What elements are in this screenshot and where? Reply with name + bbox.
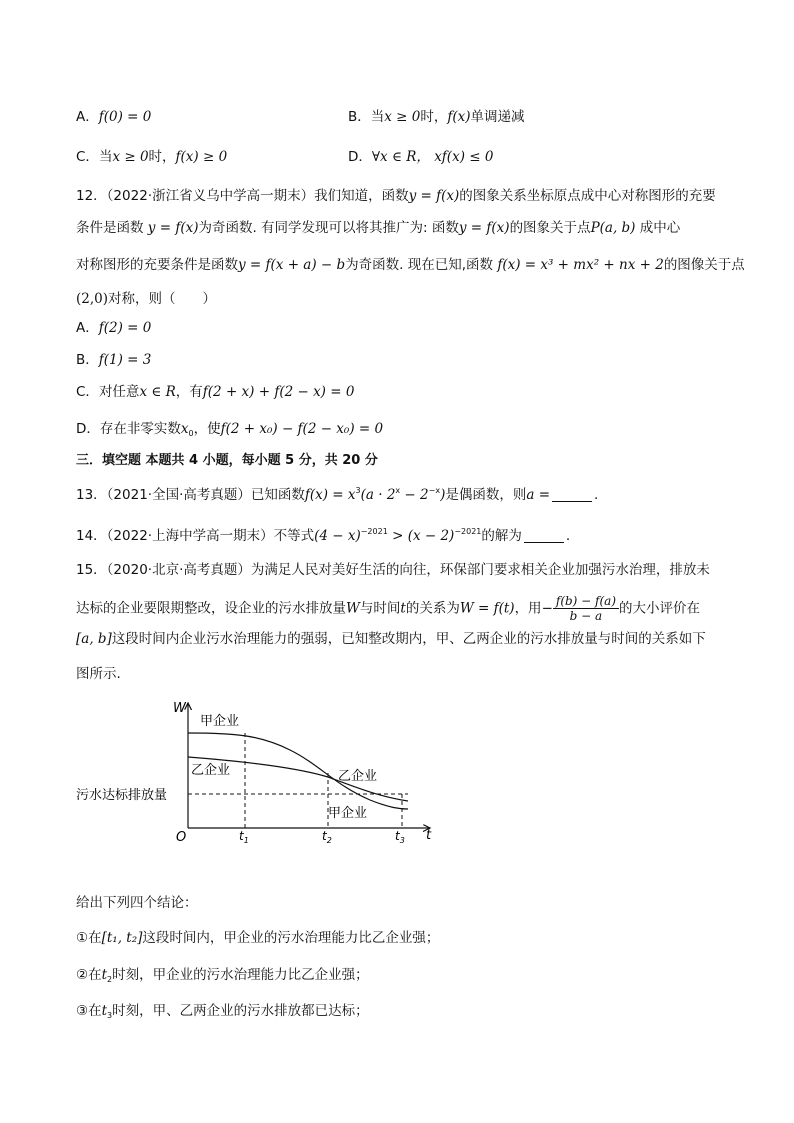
text: 13．（2021·全国·高考真题）已知函数 <box>76 487 305 503</box>
q15-line-4: 图所示. <box>76 666 121 682</box>
option-letter: A． <box>76 320 99 336</box>
label-jia-bottom: 甲企业 <box>328 806 368 821</box>
text: 这段时间内企业污水治理能力的强弱，已知整改期内，甲、乙两企业的污水排放量与时间的关系如下 <box>111 631 706 647</box>
text: 为奇函数. 现在已知,函数 <box>345 257 494 273</box>
math-expression: x <box>180 421 189 437</box>
q11-option-a <box>76 107 151 127</box>
text: 的图象关系坐标原点成中心对称图形的充要 <box>459 188 716 204</box>
t2-label <box>322 829 332 845</box>
superscript: −2021 <box>360 527 388 536</box>
t-axis-label: t <box>426 828 432 843</box>
q14 <box>76 522 570 546</box>
label-yi-left: 乙企业 <box>191 763 231 778</box>
text: 这段时间内，甲企业的污水治理能力比乙企业强； <box>142 930 440 946</box>
math-expression: (2,0) <box>76 291 109 307</box>
q12-option-d <box>76 419 383 444</box>
math-expression: − 2 <box>400 487 429 503</box>
math-expression: f(2 + x₀) − f(2 − x₀) = 0 <box>220 421 384 437</box>
text: 是偶函数，则 <box>445 487 527 503</box>
t2-subscript: 2 <box>326 836 332 845</box>
q12-line-3 <box>76 255 745 275</box>
text: 对称，则（ ） <box>108 291 217 307</box>
t3-letter: t <box>395 829 400 843</box>
text: 12．（2022·浙江省义乌中学高一期末）我们知道，函数 <box>76 188 409 204</box>
math-expression: y = f(x) <box>458 220 510 236</box>
text: ②在 <box>76 967 102 983</box>
math-expression: y = f(x) <box>408 188 460 204</box>
q15-line-1: 15．（2020·北京·高考真题）为满足人民对美好生活的向往，环保部门要求相关企业加强污水治理，排放未 <box>76 562 710 578</box>
text: 与时间 <box>359 600 401 617</box>
superscript: −x <box>428 486 441 495</box>
fraction-denominator: b − a <box>569 609 603 623</box>
text: 当 <box>370 109 385 125</box>
w-axis-label: W <box>173 701 186 716</box>
text: 单调递减 <box>470 109 525 125</box>
math-expression: t <box>101 967 108 983</box>
fraction <box>553 594 619 623</box>
text: 时刻，甲、乙两企业的污水排放都已达标； <box>112 1003 369 1019</box>
t1-letter: t <box>239 829 244 843</box>
text: 时， <box>148 149 176 165</box>
math-expression: y = f(x + a) − b <box>238 257 346 273</box>
math-expression: [t₁, t₂] <box>101 930 143 946</box>
math-expression: y = f(x) <box>147 220 199 236</box>
math-expression: x ≥ 0 <box>112 149 149 165</box>
text: 当 <box>98 149 113 165</box>
t2-letter: t <box>322 829 327 843</box>
math-expression: f(x) = x³ + mx² + nx + 2 <box>497 257 664 273</box>
math-expression: f(0) = 0 <box>98 109 152 125</box>
option-letter: C． <box>76 384 99 400</box>
q11-option-d <box>348 147 493 167</box>
t1-label <box>239 829 249 845</box>
text: ，有 <box>175 384 203 400</box>
q12-option-c <box>76 382 354 402</box>
math-expression: f(x) <box>447 109 471 125</box>
q12-line-1 <box>76 186 716 206</box>
q11-option-c <box>76 147 227 167</box>
conclusions-intro: 给出下列四个结论： <box>76 895 198 911</box>
math-expression: (x − 2) <box>407 528 455 544</box>
math-expression: t <box>400 600 406 617</box>
text: 的关系为 <box>405 600 460 617</box>
q15-line-2 <box>76 594 700 623</box>
math-expression: [a, b] <box>76 631 112 647</box>
option-letter: B． <box>76 352 99 368</box>
conclusion-1 <box>76 928 439 948</box>
text: 对任意 <box>98 384 140 400</box>
math-expression: f(2 + x) + f(2 − x) = 0 <box>202 384 355 400</box>
option-letter: D． <box>76 421 100 437</box>
math-expression: f(x) ≥ 0 <box>175 149 228 165</box>
text: 时刻，甲企业的污水治理能力比乙企业强； <box>112 967 369 983</box>
conclusion-3 <box>76 1001 369 1026</box>
text: − <box>541 600 553 617</box>
answer-blank <box>524 528 564 543</box>
text: ，用 <box>514 600 542 617</box>
math-expression: ) <box>440 487 446 503</box>
math-expression: x ∈ R <box>139 384 176 400</box>
t3-subscript: 3 <box>399 836 405 845</box>
fraction-numerator: f(b) − f(a) <box>553 594 619 609</box>
math-expression: (4 − x) <box>314 528 361 544</box>
text: 达标的企业要限期整改，设企业的污水排放量 <box>76 600 346 617</box>
text: 为奇函数. 有同学发现可以将其推广为: 函数 <box>198 220 459 236</box>
standard-label: 污水达标排放量 <box>76 788 168 803</box>
text: 成中心 <box>639 220 681 236</box>
math-expression: W <box>346 600 360 617</box>
math-expression: (a · 2 <box>360 487 396 503</box>
label-yi-right: 乙企业 <box>338 769 378 784</box>
q12-line-2 <box>76 218 680 238</box>
subscript: 0 <box>188 429 194 438</box>
superscript: x <box>395 486 401 495</box>
math-expression: W = f(t) <box>459 600 515 617</box>
text: ①在 <box>76 930 102 946</box>
conclusion-2 <box>76 965 369 990</box>
math-expression: > <box>387 528 408 544</box>
text: 存在非零实数 <box>99 421 181 437</box>
text: 条件是函数 <box>76 220 144 236</box>
math-expression: P(a, b) <box>590 220 636 236</box>
text: ，使 <box>193 421 221 437</box>
origin-label: O <box>176 830 187 845</box>
q11-option-b <box>348 107 525 127</box>
text: 的大小评价在 <box>619 600 701 617</box>
text: 的解为 <box>481 528 522 544</box>
t3-label <box>395 829 405 845</box>
text: ③在 <box>76 1003 102 1019</box>
q12-line-4 <box>76 289 216 309</box>
t1-subscript: 1 <box>243 836 249 845</box>
text: . <box>594 487 599 503</box>
math-expression: f(2) = 0 <box>98 320 152 336</box>
math-expression: a <box>526 487 535 503</box>
superscript: 3 <box>355 486 361 495</box>
math-expression: f(1) = 3 <box>98 352 152 368</box>
section-heading: 三．填空题 本题共 4 小题，每小题 5 分，共 20 分 <box>76 453 378 468</box>
math-expression: f(x) = x <box>304 487 356 503</box>
answer-blank <box>552 487 592 502</box>
subscript: 3 <box>107 1011 113 1020</box>
option-letter: B． <box>348 109 371 125</box>
q15-line-3 <box>76 629 706 649</box>
superscript: −2021 <box>454 527 482 536</box>
subscript: 2 <box>107 975 113 984</box>
text: . <box>565 528 571 544</box>
math-expression: ∀x ∈ R， xf(x) ≤ 0 <box>371 149 494 165</box>
text: 对称图形的充要条件是函数 <box>76 257 238 273</box>
label-jia-top: 甲企业 <box>200 714 240 729</box>
text: 的图象关于点 <box>509 220 591 236</box>
text: 时， <box>420 109 448 125</box>
math-expression: t <box>101 1003 108 1019</box>
q13 <box>76 481 598 505</box>
option-letter: D． <box>348 149 372 165</box>
q12-option-b <box>76 350 151 370</box>
pollution-figure <box>70 695 450 845</box>
text: 14．（2022·上海中学高一期末）不等式 <box>76 528 315 544</box>
option-letter: C． <box>76 149 99 165</box>
q12-option-a <box>76 318 151 338</box>
option-letter: A． <box>76 109 99 125</box>
text: 的图像关于点 <box>663 257 745 273</box>
math-expression: = <box>534 487 551 503</box>
math-expression: x ≥ 0 <box>384 109 421 125</box>
